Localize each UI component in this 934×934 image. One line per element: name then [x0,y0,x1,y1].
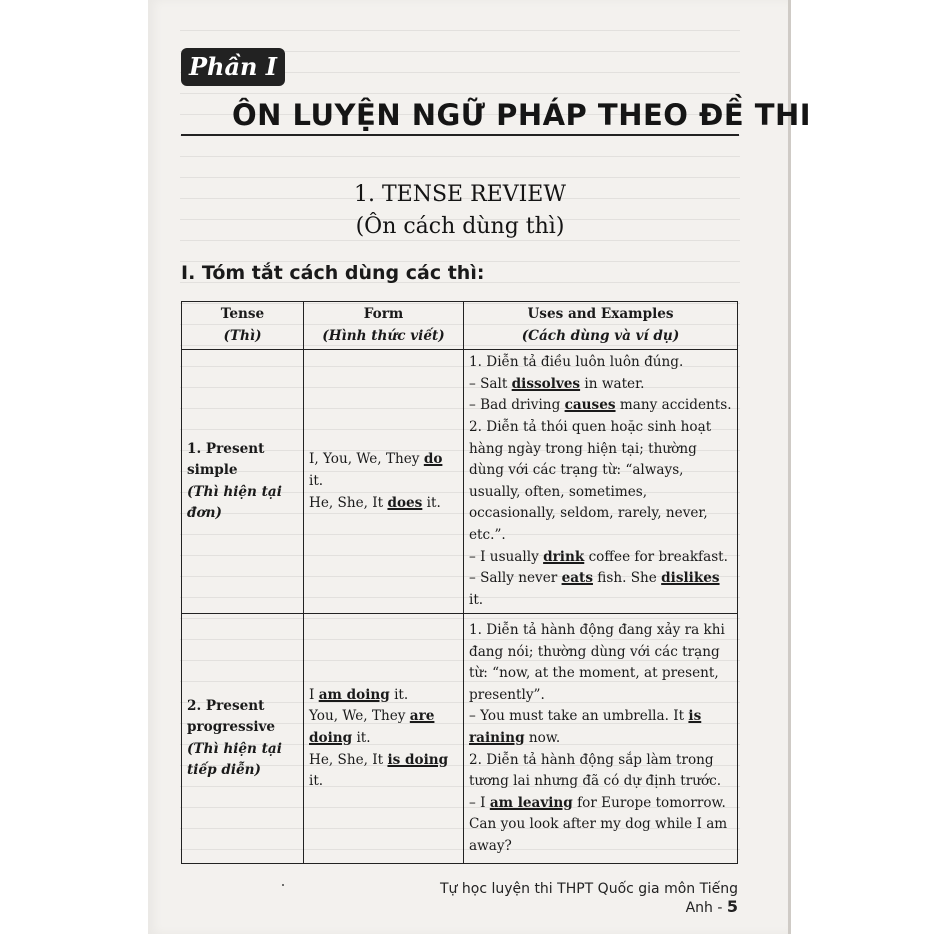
uses-cell [464,614,738,864]
form-line: You, We, They are doing it. [309,708,435,747]
form-cell [304,350,464,614]
use-line: 2. Diễn tả hành động sắp làm trong tương lai nhưng đã có dự định trước. [469,751,722,790]
chapter-title: ÔN LUYỆN NGỮ PHÁP THEO ĐỀ THI [232,98,812,132]
subheading: I. Tóm tắt cách dùng các thì: [181,262,485,284]
header-tense [182,302,304,350]
table-header-row [182,302,738,350]
example-line: – Bad driving causes many accidents. [469,397,732,414]
form-cell [304,614,464,864]
page-footer [420,881,738,916]
example-line: – You must take an umbrella. It is raining now. [469,708,702,747]
form-line: I am doing it. [309,686,409,703]
tense-table [181,301,738,864]
header-en: Uses and Examples [527,306,674,322]
example-line: – Salt dissolves in water. [469,375,645,392]
print-speck [282,884,284,886]
footer-text: Tự học luyện thi THPT Quốc gia môn Tiếng Anh - [440,881,738,916]
header-en: Form [363,306,404,322]
section-subtitle: (Ôn cách dùng thì) [355,214,565,239]
header-vi: (Hình thức viết) [322,327,445,344]
tense-cell [182,350,304,614]
table-row [182,614,738,864]
form-line: He, She, It is doing it. [309,751,449,790]
tense-name: 2. Present progressive [187,697,276,736]
table-row [182,350,738,614]
tense-cell [182,614,304,864]
form-line: I, You, We, They do it. [309,451,443,489]
header-uses [464,302,738,350]
title-rule [181,134,739,136]
part-badge: Phần I [181,48,285,86]
example-line: – I am leaving for Europe tomorrow. Can you look after my dog while I am away? [469,794,728,854]
header-vi: (Cách dùng và ví dụ) [521,327,680,344]
tense-name: 1. Present simple [187,440,265,479]
page-number: 5 [726,897,738,916]
header-en: Tense [220,306,265,322]
form-line: He, She, It does it. [309,494,441,511]
use-line: 2. Diễn tả thói quen hoặc sinh hoạt hàng ngày trong hiện tại; thường dùng với các trạng từ: “always, usually, often, sometimes, occasionally, seldom, rarely, never, etc.”. [469,418,712,543]
tense-name-vi: (Thì hiện tại tiếp diễn) [187,740,282,779]
example-line: – I usually drink coffee for breakfast. [469,548,728,565]
example-line: – Sally never eats fish. She dislikes it. [469,570,720,608]
header-form [304,302,464,350]
section-title: 1. TENSE REVIEW [354,182,566,207]
use-line: 1. Diễn tả điều luôn luôn đúng. [469,354,684,371]
header-vi: (Thì) [223,327,262,344]
tense-name-vi: (Thì hiện tại đơn) [187,483,282,522]
uses-cell [464,350,738,614]
use-line: 1. Diễn tả hành động đang xảy ra khi đang nói; thường dùng với các trạng từ: “now, at the moment, at present, presently”. [469,622,725,703]
